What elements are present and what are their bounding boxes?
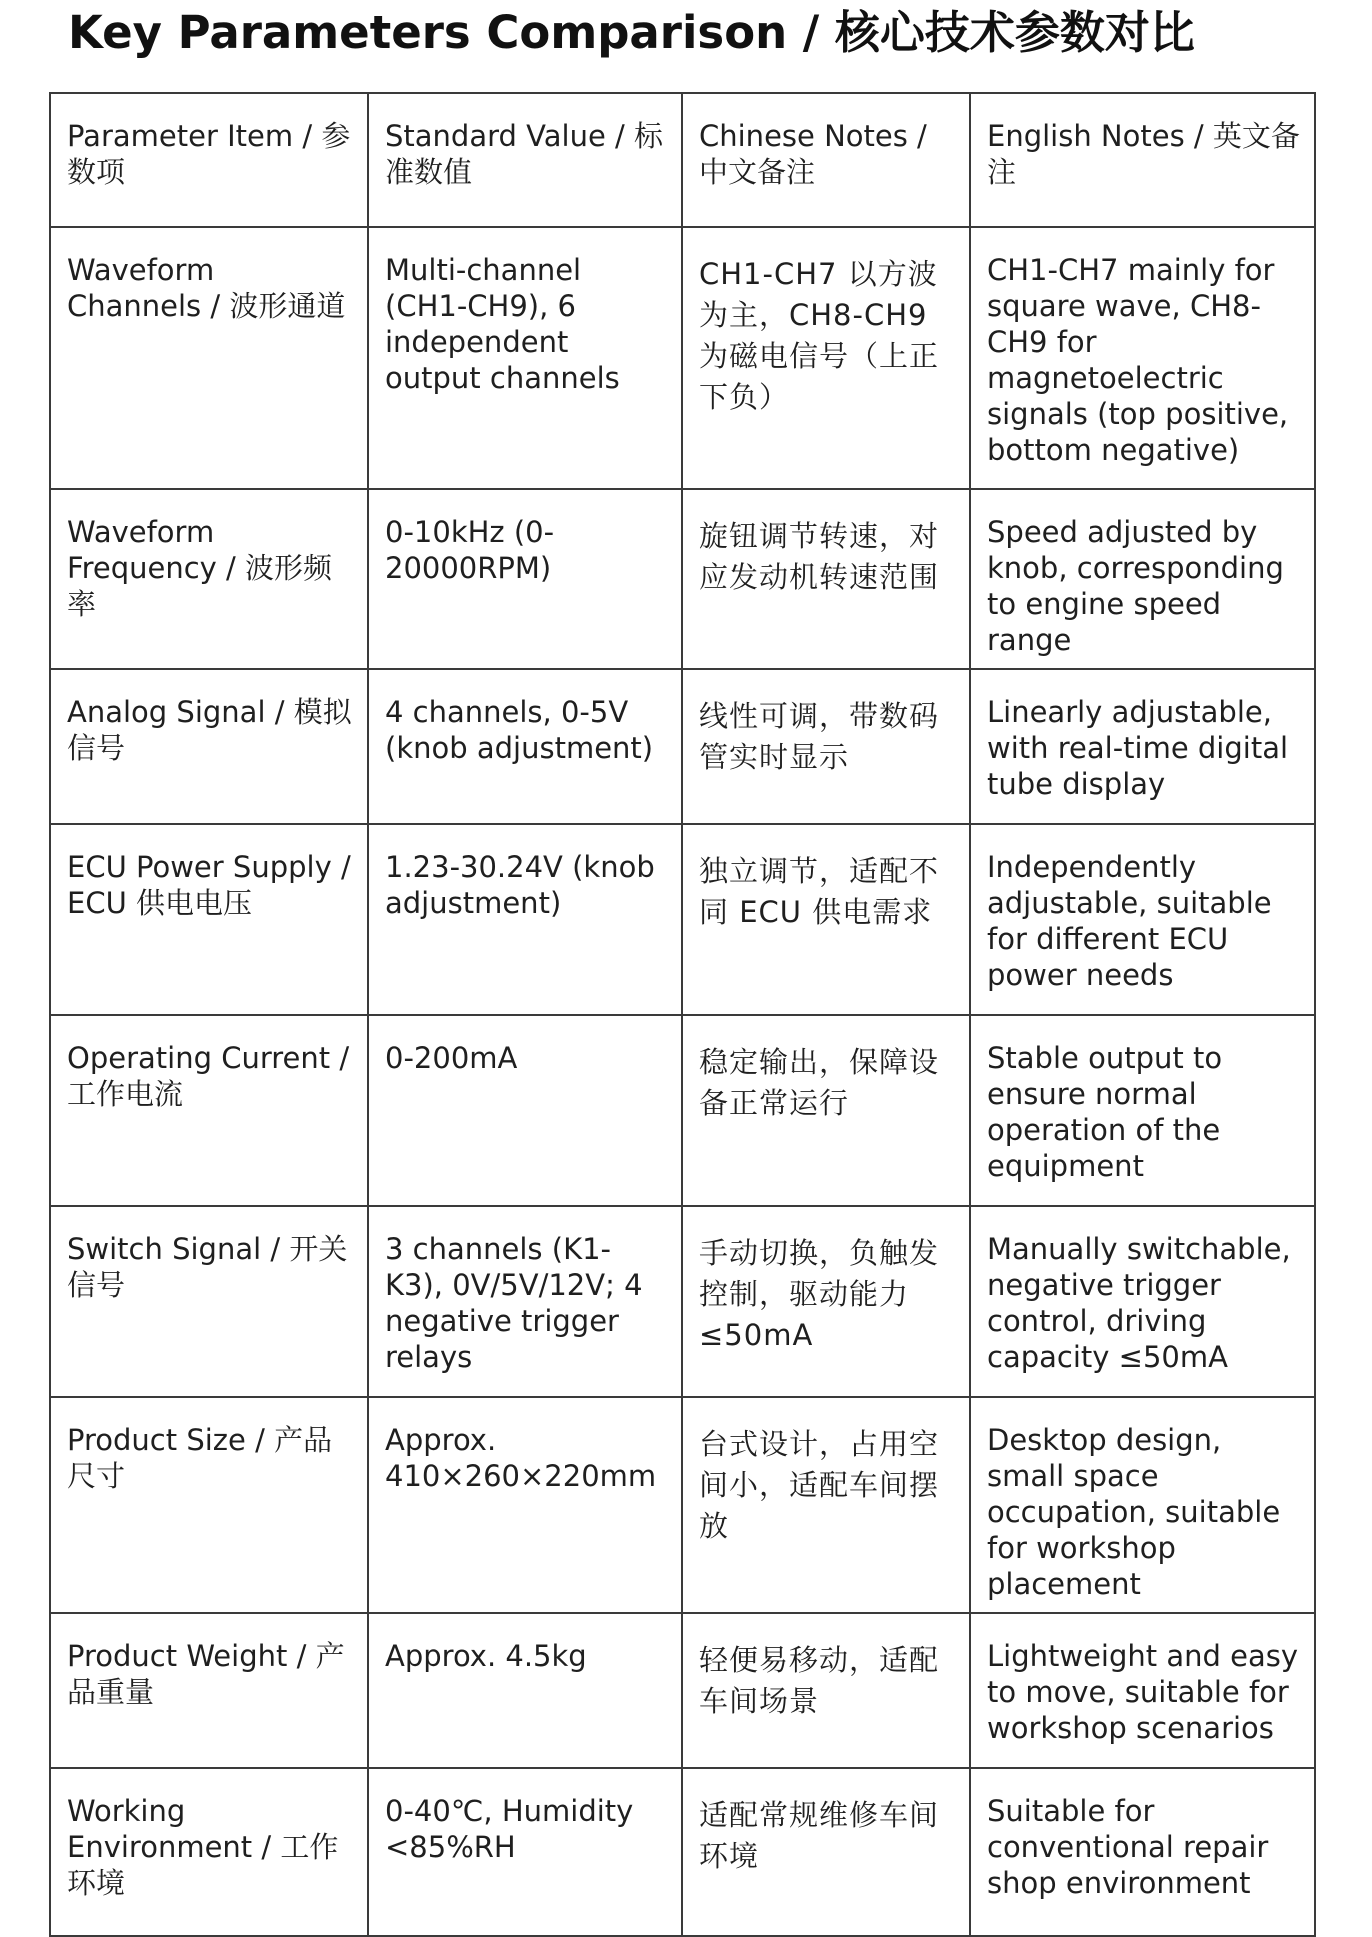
header-chinese-notes: Chinese Notes / 中文备注 — [682, 93, 970, 227]
cell-chinese-note: 轻便易移动，适配车间场景 — [682, 1613, 970, 1768]
cell-chinese-note: CH1-CH7 以方波为主，CH8-CH9 为磁电信号（上正下负） — [682, 227, 970, 489]
cell-chinese-note: 适配常规维修车间环境 — [682, 1768, 970, 1936]
cell-chinese-note: 稳定输出，保障设备正常运行 — [682, 1015, 970, 1206]
cell-chinese-note: 台式设计，占用空间小，适配车间摆放 — [682, 1397, 970, 1613]
cell-parameter: Waveform Channels / 波形通道 — [50, 227, 368, 489]
cell-english-note: Suitable for conventional repair shop environment — [970, 1768, 1315, 1936]
table-row-waveform-frequency — [50, 489, 1315, 669]
cell-parameter: Working Environment / 工作环境 — [50, 1768, 368, 1936]
table-row-waveform-channels — [50, 227, 1315, 489]
cell-parameter: Switch Signal / 开关信号 — [50, 1206, 368, 1397]
cell-english-note: Desktop design, small space occupation, suitable for workshop placement — [970, 1397, 1315, 1613]
table-row-operating-current — [50, 1015, 1315, 1206]
header-parameter-item: Parameter Item / 参数项 — [50, 93, 368, 227]
cell-value: Multi-channel (CH1-CH9), 6 independent output channels — [368, 227, 682, 489]
cell-parameter: Product Weight / 产品重量 — [50, 1613, 368, 1768]
cell-parameter: Operating Current / 工作电流 — [50, 1015, 368, 1206]
cell-parameter: Analog Signal / 模拟信号 — [50, 669, 368, 824]
cell-parameter: Waveform Frequency / 波形频率 — [50, 489, 368, 669]
table-row-switch-signal — [50, 1206, 1315, 1397]
cell-chinese-note: 线性可调，带数码管实时显示 — [682, 669, 970, 824]
cell-english-note: Speed adjusted by knob, corresponding to engine speed range — [970, 489, 1315, 669]
cell-value: 1.23-30.24V (knob adjustment) — [368, 824, 682, 1015]
table-row-product-size — [50, 1397, 1315, 1613]
cell-english-note: CH1-CH7 mainly for square wave, CH8-CH9 for magnetoelectric signals (top positive, bottom negative) — [970, 227, 1315, 489]
cell-english-note: Independently adjustable, suitable for different ECU power needs — [970, 824, 1315, 1015]
cell-value: Approx. 4.5kg — [368, 1613, 682, 1768]
cell-english-note: Lightweight and easy to move, suitable for workshop scenarios — [970, 1613, 1315, 1768]
header-standard-value: Standard Value / 标准数值 — [368, 93, 682, 227]
cell-parameter: ECU Power Supply / ECU 供电电压 — [50, 824, 368, 1015]
parameters-table — [49, 92, 1316, 1937]
cell-english-note: Stable output to ensure normal operation of the equipment — [970, 1015, 1315, 1206]
cell-value: 3 channels (K1-K3), 0V/5V/12V; 4 negative trigger relays — [368, 1206, 682, 1397]
cell-chinese-note: 独立调节，适配不同 ECU 供电需求 — [682, 824, 970, 1015]
table-row-ecu-power-supply — [50, 824, 1315, 1015]
cell-chinese-note: 旋钮调节转速，对应发动机转速范围 — [682, 489, 970, 669]
cell-value: 0-10kHz (0-20000RPM) — [368, 489, 682, 669]
cell-value: 0-200mA — [368, 1015, 682, 1206]
table-header-row — [50, 93, 1315, 227]
cell-value: Approx. 410×260×220mm — [368, 1397, 682, 1613]
cell-chinese-note: 手动切换，负触发控制，驱动能力≤50mA — [682, 1206, 970, 1397]
table-row-analog-signal — [50, 669, 1315, 824]
table-row-product-weight — [50, 1613, 1315, 1768]
page-title: Key Parameters Comparison / 核心技术参数对比 — [68, 6, 1195, 59]
cell-english-note: Manually switchable, negative trigger control, driving capacity ≤50mA — [970, 1206, 1315, 1397]
cell-value: 0-40℃, Humidity <85%RH — [368, 1768, 682, 1936]
cell-value: 4 channels, 0-5V (knob adjustment) — [368, 669, 682, 824]
cell-parameter: Product Size / 产品尺寸 — [50, 1397, 368, 1613]
table-row-working-environment — [50, 1768, 1315, 1936]
cell-english-note: Linearly adjustable, with real-time digital tube display — [970, 669, 1315, 824]
header-english-notes: English Notes / 英文备注 — [970, 93, 1315, 227]
